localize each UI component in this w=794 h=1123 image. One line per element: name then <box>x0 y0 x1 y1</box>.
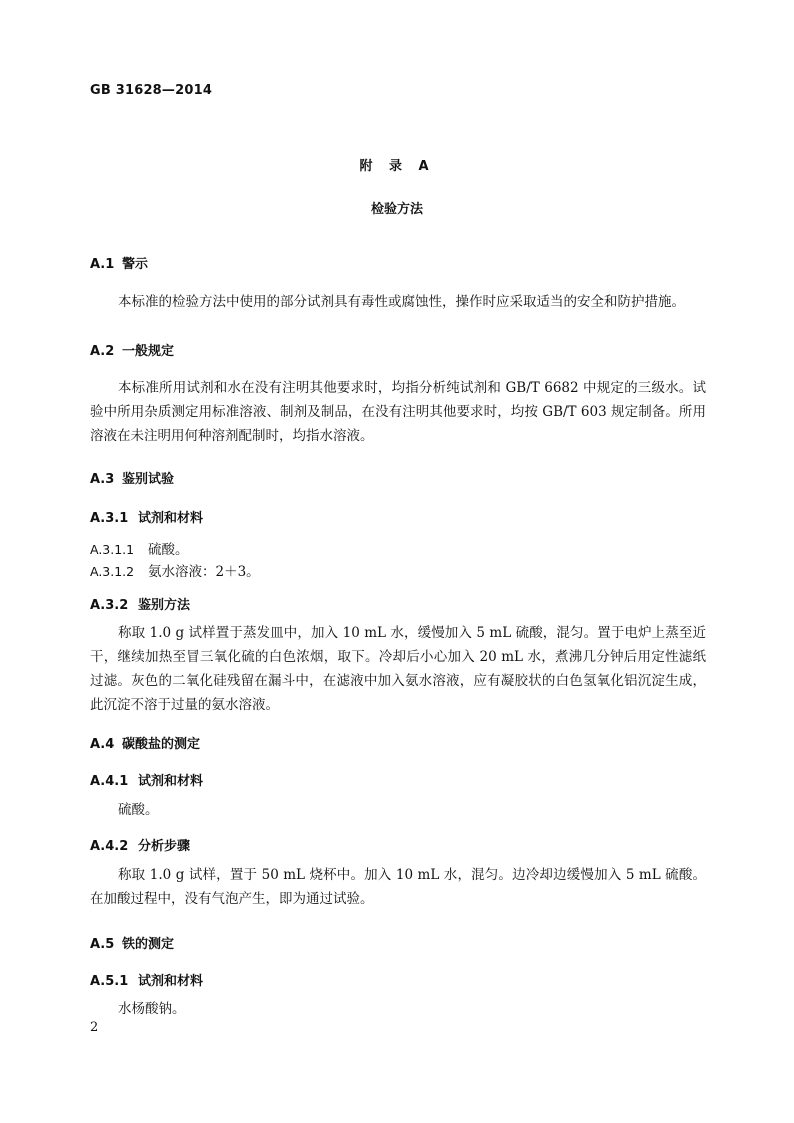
paragraph-a5-1: 水杨酸钠。 <box>118 1001 186 1017</box>
heading-a5 <box>90 933 174 952</box>
heading-a3-1 <box>90 507 203 526</box>
list-item-a3-1-1 <box>90 538 189 558</box>
heading-a5-1 <box>90 970 203 989</box>
heading-a2 <box>90 340 174 359</box>
item-number: A.3.1.2 <box>90 564 135 579</box>
heading-number: A.5 <box>90 937 115 952</box>
paragraph-a3-2: 称取 1.0 g 试样置于蒸发皿中，加入 10 mL 水，缓慢加入 5 mL 硫酸，混匀。置于电炉上蒸至近干，继续加热至冒三氧化硫的白色浓烟，取下。冷却后小心加入 20 mL 水，煮沸几分钟后用定性滤纸过滤。灰色的二氧化硅残留在漏斗中，在滤液中加入氨水溶液，应有凝胶状的白色氢氧化铝沉淀生成，此沉淀不溶于过量的氨水溶液。 <box>90 625 706 713</box>
heading-text: 警示 <box>122 257 149 272</box>
heading-text: 试剂和材料 <box>138 774 204 789</box>
heading-number: A.3.2 <box>90 598 129 613</box>
heading-a4-2 <box>90 835 190 854</box>
heading-a1 <box>90 253 148 272</box>
heading-text: 试剂和材料 <box>138 974 204 989</box>
heading-a4 <box>90 733 200 752</box>
heading-text: 试剂和材料 <box>138 511 204 526</box>
heading-text: 鉴别方法 <box>138 598 191 613</box>
heading-number: A.1 <box>90 257 115 272</box>
item-text: 硫酸。 <box>148 542 189 558</box>
paragraph-a2: 本标准所用试剂和水在没有注明其他要求时，均指分析纯试剂和 GB/T 6682 中规定的三级水。试验中所用杂质测定用标准溶液、制剂及制品，在没有注明其他要求时，均按 GB/T 603 规定制备。所用溶液在未注明用何种溶剂配制时，均指水溶液。 <box>90 380 706 444</box>
heading-number: A.4.1 <box>90 774 129 789</box>
item-number: A.3.1.1 <box>90 542 135 557</box>
page-number: 2 <box>90 1020 99 1035</box>
section-title: 检验方法 <box>370 202 423 217</box>
heading-text: 鉴别试验 <box>122 472 175 487</box>
heading-a3-2 <box>90 594 190 613</box>
heading-number: A.3 <box>90 472 115 487</box>
heading-number: A.5.1 <box>90 974 129 989</box>
heading-text: 碳酸盐的测定 <box>122 737 201 752</box>
heading-text: 分析步骤 <box>138 839 191 854</box>
heading-number: A.3.1 <box>90 511 129 526</box>
heading-text: 一般规定 <box>122 344 175 359</box>
paragraph-a1: 本标准的检验方法中使用的部分试剂具有毒性或腐蚀性，操作时应采取适当的安全和防护措施。 <box>118 294 685 310</box>
list-item-a3-1-2 <box>90 560 260 580</box>
paragraph-a4-1: 硫酸。 <box>118 802 159 818</box>
standard-code-header: GB 31628—2014 <box>90 83 213 98</box>
heading-a3 <box>90 468 174 487</box>
heading-number: A.4.2 <box>90 839 129 854</box>
item-text: 氨水溶液：2＋3。 <box>148 564 260 580</box>
heading-number: A.4 <box>90 737 115 752</box>
appendix-title: 附 录 A <box>359 159 435 174</box>
heading-a4-1 <box>90 770 203 789</box>
heading-number: A.2 <box>90 344 115 359</box>
paragraph-a4-2: 称取 1.0 g 试样，置于 50 mL 烧杯中。加入 10 mL 水，混匀。边冷却边缓慢加入 5 mL 硫酸。在加酸过程中，没有气泡产生，即为通过试验。 <box>90 867 706 907</box>
heading-text: 铁的测定 <box>122 937 175 952</box>
